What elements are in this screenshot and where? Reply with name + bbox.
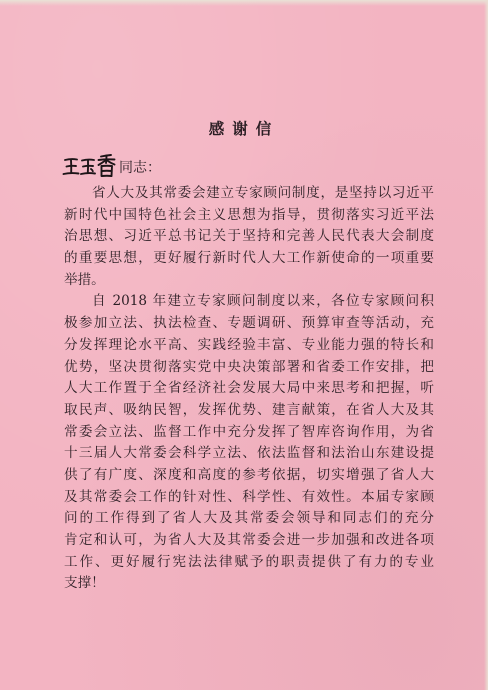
letter-body xyxy=(64,183,434,595)
paper-right-edge xyxy=(484,0,488,690)
salutation xyxy=(62,152,161,180)
text-line: 自 2018 年建立专家顾问制度以来，各位专家顾问积 xyxy=(92,293,434,310)
text-line: 常委会立法、监督工作中充分发挥了智库咨询作用，为省 xyxy=(64,423,434,440)
paragraph-1 xyxy=(64,183,434,291)
show-through-text xyxy=(150,88,450,198)
text-line: 工作、更好履行宪法法律赋予的职责提供了有力的专业 xyxy=(64,553,434,570)
text-line: 问的工作得到了省人大及其常委会领导和同志们的充分 xyxy=(64,510,434,527)
paragraph-2 xyxy=(64,291,434,595)
text-line: 的重要思想，更好履行新时代人大工作新使命的一项重要 xyxy=(64,250,434,267)
text-line: 治思想、习近平总书记关于坚持和完善人民代表大会制度 xyxy=(64,228,434,245)
text-line: 肯定和认可，为省人大及其常委会进一步加强和改进各项 xyxy=(64,532,434,548)
text-line: 及其常委会工作的针对性、科学性、有效性。本届专家顾 xyxy=(64,488,434,505)
text-line: 极参加立法、执法检查、专题调研、预算审查等活动，充 xyxy=(64,315,434,332)
text-line: 举措。 xyxy=(64,271,105,288)
text-line: 省人大及其常委会建立专家顾问制度，是坚持以习近平 xyxy=(92,185,434,201)
text-line: 人大工作置于全省经济社会发展大局中来思考和把握，听 xyxy=(64,380,434,397)
letter-title: 感谢信 xyxy=(208,119,280,138)
text-line: 十三届人大常委会科学立法、依法监督和法治山东建设提 xyxy=(64,445,434,462)
paper-top-edge xyxy=(0,0,488,6)
text-line: 优势，坚决贯彻落实党中央决策部署和省委工作安排，把 xyxy=(64,358,434,375)
handwritten-recipient-name xyxy=(62,152,118,180)
text-line: 支撑！ xyxy=(64,575,105,592)
text-line: 分发挥理论水平高、实践经验丰富、专业能力强的特长和 xyxy=(64,336,434,353)
text-line: 新时代中国特色社会主义思想为指导，贯彻落实习近平法 xyxy=(64,206,434,223)
text-line: 供了有广度、深度和高度的参考依据，切实增强了省人大 xyxy=(64,466,434,483)
salutation-suffix: 同志： xyxy=(119,160,161,176)
text-line: 取民声、吸纳民智，发挥优势、建言献策，在省人大及其 xyxy=(64,401,434,418)
